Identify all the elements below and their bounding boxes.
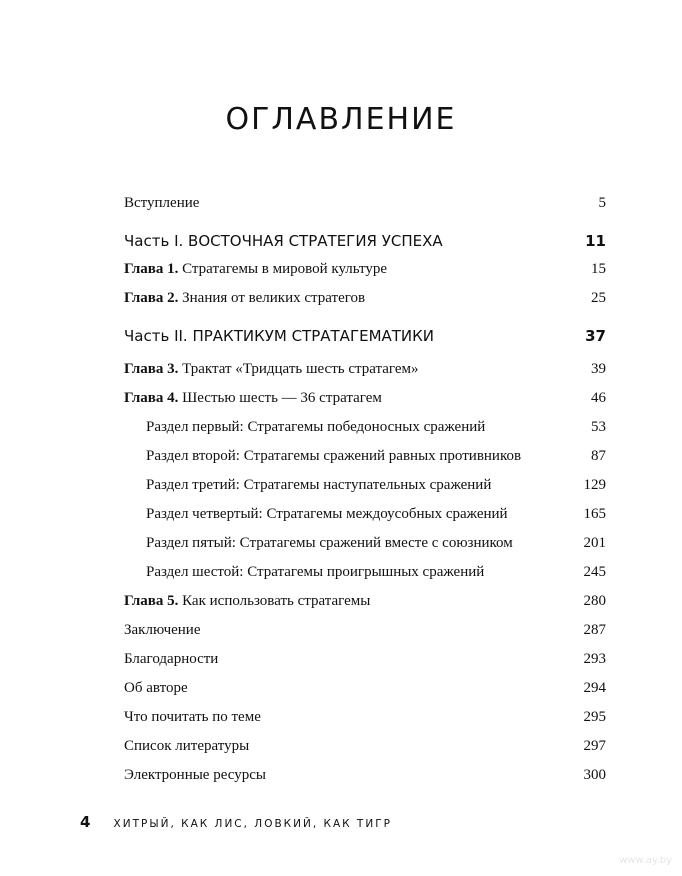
section-title: Раздел шестой: Стратагемы проигрышных сражений <box>146 564 485 580</box>
section-title: Раздел четвертый: Стратагемы междоусобных сражений <box>146 506 508 522</box>
chapter-title: Трактат «Тридцать шесть стратагем» <box>182 361 419 377</box>
toc-page-number: 37 <box>585 327 606 345</box>
running-title: ХИТРЫЙ, КАК ЛИС, ЛОВКИЙ, КАК ТИГР <box>113 818 392 830</box>
toc-page-number: 293 <box>583 651 606 667</box>
toc-chapter-4 <box>124 390 606 407</box>
toc-page-number: 46 <box>591 390 606 406</box>
page-title: ОГЛАВЛЕНИЕ <box>225 102 457 137</box>
toc-entry-label: Вступление <box>124 195 200 211</box>
chapter-title: Как использовать стратагемы <box>182 593 371 609</box>
toc-entry-intro <box>124 195 606 212</box>
toc-entry-label: Что почитать по теме <box>124 709 261 725</box>
toc-entry <box>124 651 606 668</box>
section-title: Раздел пятый: Стратагемы сражений вместе с союзником <box>146 535 513 551</box>
chapter-prefix: Глава 3. <box>124 361 179 377</box>
toc-entry-label: Благодарности <box>124 651 219 667</box>
toc-page-number: 15 <box>591 261 606 277</box>
toc-page-number: 300 <box>583 767 606 783</box>
toc-chapter-2 <box>124 290 606 307</box>
toc-part-2 <box>124 327 606 345</box>
toc-page-number: 245 <box>583 564 606 580</box>
chapter-title: Знания от великих стратегов <box>182 290 366 306</box>
toc-page-number: 129 <box>583 477 606 493</box>
chapter-prefix: Глава 1. <box>124 261 179 277</box>
toc-section <box>146 506 606 523</box>
toc-page-number: 165 <box>583 506 606 522</box>
toc-page-number: 294 <box>583 680 606 696</box>
section-title: Раздел второй: Стратагемы сражений равных противников <box>146 448 522 464</box>
toc-page-number: 53 <box>591 419 606 435</box>
page-footer <box>80 812 392 831</box>
toc-entry <box>124 709 606 726</box>
toc-entry-label: Заключение <box>124 622 201 638</box>
chapter-prefix: Глава 2. <box>124 290 179 306</box>
toc-entry-label: Электронные ресурсы <box>124 767 266 783</box>
toc-page-number: 39 <box>591 361 606 377</box>
toc-page-number: 287 <box>583 622 606 638</box>
toc-section <box>146 448 606 465</box>
toc-page-number: 11 <box>585 232 606 250</box>
toc-section <box>146 564 606 581</box>
watermark: www.ay.by <box>619 855 672 866</box>
toc-part-label: Часть I. ВОСТОЧНАЯ СТРАТЕГИЯ УСПЕХА <box>124 232 443 250</box>
toc-part-label: Часть II. ПРАКТИКУМ СТРАТАГЕМАТИКИ <box>124 327 435 345</box>
toc-page-number: 297 <box>583 738 606 754</box>
chapter-title: Стратагемы в мировой культуре <box>182 261 388 277</box>
chapter-prefix: Глава 4. <box>124 390 179 406</box>
toc-entry-label: Об авторе <box>124 680 188 696</box>
section-title: Раздел третий: Стратагемы наступательных сражений <box>146 477 492 493</box>
toc-chapter-5 <box>124 593 606 610</box>
toc-entry <box>124 622 606 639</box>
toc-entry <box>124 767 606 784</box>
toc-entry <box>124 738 606 755</box>
chapter-title: Шестью шесть — 36 стратагем <box>182 390 382 406</box>
toc-chapter-1 <box>124 261 606 278</box>
toc-entry <box>124 680 606 697</box>
toc-page-number: 25 <box>591 290 606 306</box>
chapter-prefix: Глава 5. <box>124 593 179 609</box>
toc-page-number: 201 <box>583 535 606 551</box>
toc-section <box>146 535 606 552</box>
toc-page-number: 295 <box>583 709 606 725</box>
toc-page-number: 5 <box>598 195 606 211</box>
footer-page-number: 4 <box>80 813 91 831</box>
toc-part-1 <box>124 232 606 250</box>
toc-page-number: 280 <box>583 593 606 609</box>
section-title: Раздел первый: Стратагемы победоносных сражений <box>146 419 486 435</box>
toc-page-number: 87 <box>591 448 606 464</box>
toc-entry-label: Список литературы <box>124 738 250 754</box>
toc-section <box>146 477 606 494</box>
toc-chapter-3 <box>124 361 606 378</box>
toc-section <box>146 419 606 436</box>
